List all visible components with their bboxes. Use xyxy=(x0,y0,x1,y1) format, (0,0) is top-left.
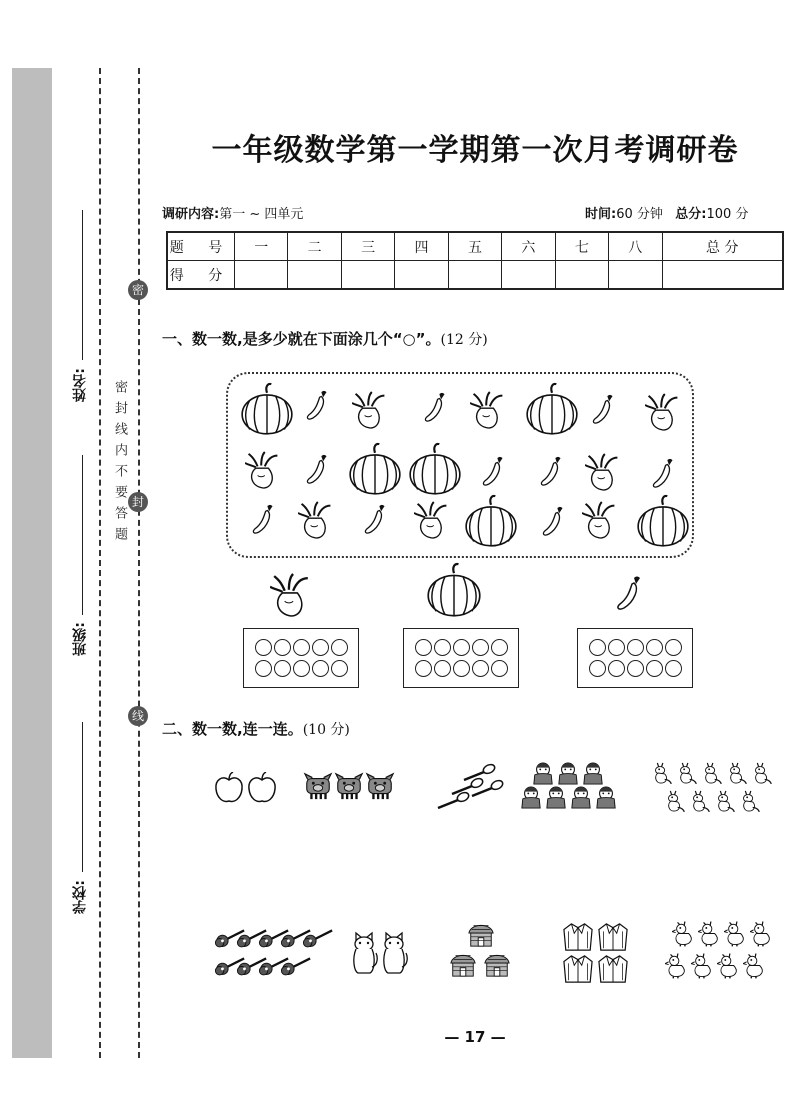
page-title: 一年级数学第一学期第一次月考调研卷 xyxy=(211,133,739,168)
seal-feng-icon: 封 xyxy=(128,492,148,512)
score-col: 二 xyxy=(288,232,341,261)
spoon-group[interactable] xyxy=(438,763,504,808)
apple-icon xyxy=(249,772,275,801)
pig-icon xyxy=(336,774,362,799)
jacket-group[interactable] xyxy=(564,924,627,982)
time-label: 时间: xyxy=(585,207,617,222)
cat-group[interactable] xyxy=(354,933,407,973)
seal-xian-icon: 线 xyxy=(128,706,148,726)
score-col: 五 xyxy=(448,232,501,261)
kid-icon xyxy=(522,787,540,808)
section2-title: 二、数一数,连一连。 xyxy=(162,720,303,738)
seal-mi-icon: 密 xyxy=(128,280,148,300)
kangaroo-icon xyxy=(756,763,772,784)
pig-icon xyxy=(367,774,393,799)
kangaroo-icon xyxy=(694,791,710,812)
kid-icon xyxy=(584,763,602,784)
duck-icon xyxy=(743,954,762,979)
jacket-icon xyxy=(564,924,592,950)
kid-icon xyxy=(547,787,565,808)
duck-group[interactable] xyxy=(665,922,769,979)
duck-icon xyxy=(665,954,684,979)
guitar-group[interactable] xyxy=(215,930,332,974)
kangaroo-icon xyxy=(656,763,672,784)
content-label: 调研内容: xyxy=(162,207,220,222)
kangaroo-group[interactable] xyxy=(656,763,772,812)
time-value: 60 分钟 xyxy=(616,207,663,222)
school-label: 学校: xyxy=(72,880,88,914)
kid-group[interactable] xyxy=(522,763,615,808)
jacket-icon xyxy=(599,924,627,950)
pig-icon xyxy=(305,774,331,799)
kid-icon xyxy=(572,787,590,808)
kangaroo-icon xyxy=(731,763,747,784)
total-label: 总分: xyxy=(675,207,707,222)
score-col-total: 总 分 xyxy=(662,232,783,261)
house-icon xyxy=(451,955,475,976)
score-col: 七 xyxy=(555,232,608,261)
section1-title: 一、数一数,是多少就在下面涂几个“○”。 xyxy=(162,330,441,348)
jacket-icon xyxy=(564,956,592,982)
pig-group[interactable] xyxy=(305,774,393,799)
duck-icon xyxy=(672,922,691,947)
kangaroo-icon xyxy=(719,791,735,812)
kid-icon xyxy=(559,763,577,784)
house-group[interactable] xyxy=(451,925,509,976)
cat-icon xyxy=(354,933,377,973)
total-value: 100 分 xyxy=(706,207,749,222)
duck-icon xyxy=(698,922,717,947)
kangaroo-icon xyxy=(681,763,697,784)
duck-icon xyxy=(717,954,736,979)
score-col: 六 xyxy=(502,232,555,261)
score-col: 一 xyxy=(235,232,288,261)
score-col: 四 xyxy=(395,232,448,261)
seal-note: 密封线内不要答题 xyxy=(112,380,127,548)
kangaroo-icon xyxy=(706,763,722,784)
kangaroo-icon xyxy=(669,791,685,812)
house-icon xyxy=(469,925,493,946)
score-header-label: 题 号 xyxy=(167,232,235,261)
cat-icon xyxy=(384,933,407,973)
spoon-icon xyxy=(464,763,496,780)
section1-points: (12 分) xyxy=(440,332,488,348)
duck-icon xyxy=(691,954,710,979)
score-col: 八 xyxy=(609,232,662,261)
kid-icon xyxy=(534,763,552,784)
class-label: 班级: xyxy=(72,622,88,656)
duck-icon xyxy=(750,922,769,947)
apple-icon xyxy=(216,772,242,801)
content-value: 第一 ~ 四单元 xyxy=(219,207,304,222)
house-icon xyxy=(485,955,509,976)
section2-points: (10 分) xyxy=(302,722,350,738)
kangaroo-icon xyxy=(744,791,760,812)
kid-icon xyxy=(597,787,615,808)
jacket-icon xyxy=(599,956,627,982)
score-col: 三 xyxy=(341,232,394,261)
page-number: — 17 — xyxy=(444,1028,506,1046)
score-value-label: 得 分 xyxy=(167,261,235,290)
name-label: 姓名: xyxy=(72,368,88,402)
duck-icon xyxy=(724,922,743,947)
apple-group[interactable] xyxy=(216,772,275,801)
